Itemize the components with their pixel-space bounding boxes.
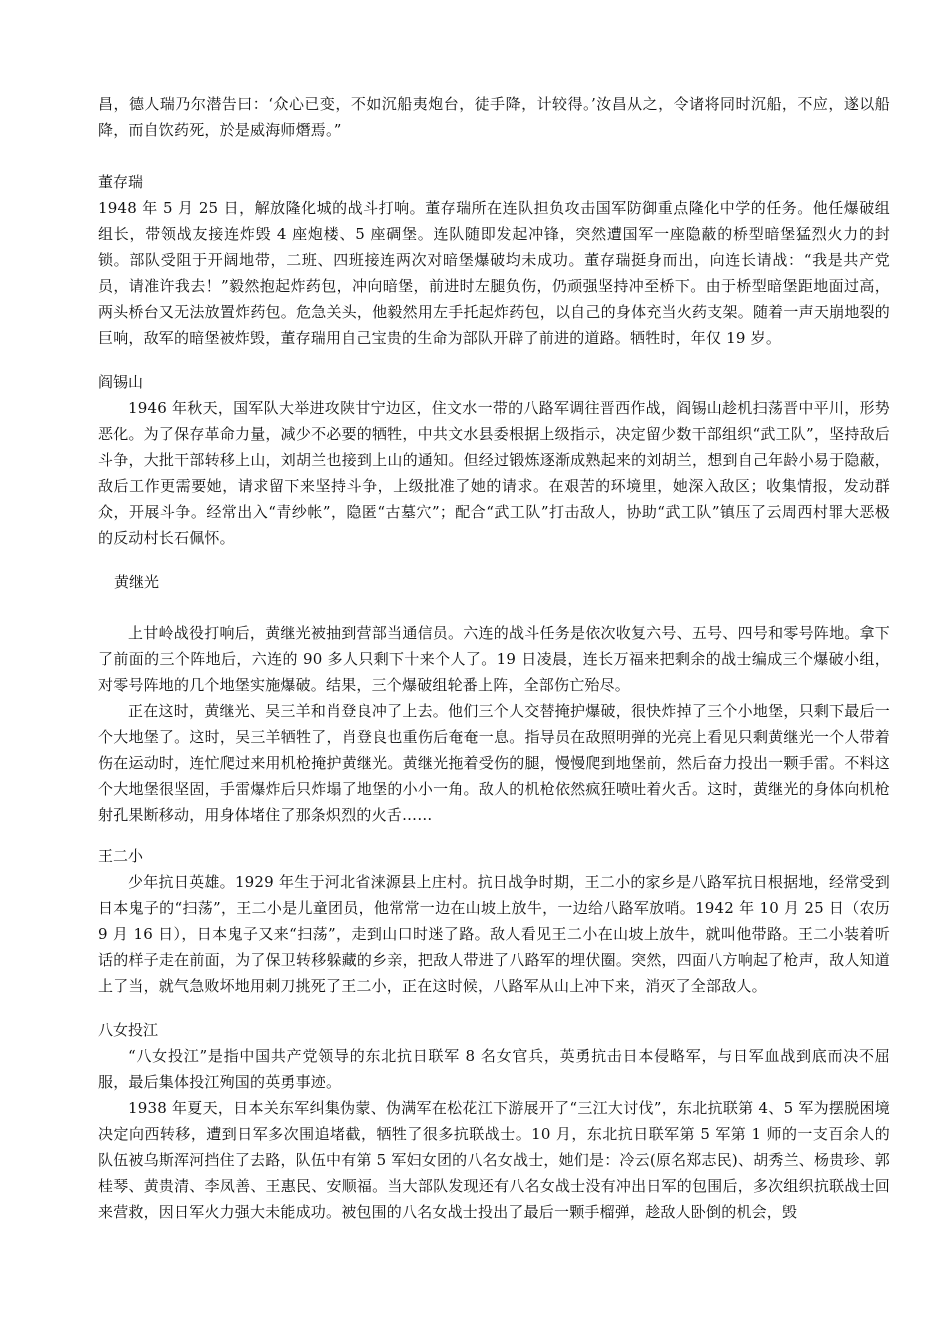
- section-ba-nu-toujiang: [98, 1043, 890, 1225]
- ba-nu-toujiang-paragraph-2: 1938 年夏天，日本关东军纠集伪蒙、伪满军在松花江下游展开了“三江大讨伐”，东北抗联第 4、5 军为摆脱困境决定向西转移，遭到日军多次围追堵截，牺牲了很多抗联战士。10 月，东北抗日联军第 5 军第 1 师的一支百余人的队伍被乌斯浑河挡住了去路，队伍中有第 5 军妇女团的八名女战士，她们是：冷云(原名郑志民)、胡秀兰、杨贵珍、郭桂琴、黄贵清、李凤善、王惠民、安顺福。当大部队发现还有八名女战士没有冲出日军的包围后，多次组织抗联战士回来营救，因日军火力强大未能成功。被包围的八名女战士投出了最后一颗手榴弹，趁敌人卧倒的机会，毁: [98, 1099, 890, 1221]
- heading-huang-jiguang: 黄继光: [114, 573, 160, 591]
- dong-cunrui-paragraph: 1948 年 5 月 25 日，解放隆化城的战斗打响。董存瑞所在连队担负攻击国军防御重点隆化中学的任务。他任爆破组组长，带领战友接连炸毁 4 座炮楼、5 座碉堡。连队随即发起冲锋，突然遭国军一座隐蔽的桥型暗堡猛烈火力的封锁。部队受阻于开阔地带，二班、四班接连两次对暗堡爆破均未成功。董存瑞挺身而出，向连长请战：“我是共产党员，请准许我去！”毅然抱起炸药包，冲向暗堡，前进时左腿负伤，仍顽强坚持冲至桥下。由于桥型暗堡距地面过高，两头桥台又无法放置炸药包。危急关头，他毅然用左手托起炸药包，以自己的身体充当火药支架。随着一声天崩地裂的巨响，敌军的暗堡被炸毁，董存瑞用自己宝贵的生命为部队开辟了前进的道路。牺牲时，年仅 19 岁。: [98, 199, 890, 347]
- intro-paragraph: [98, 91, 890, 143]
- yan-xishan-paragraph: 1946 年秋天，国军队大举进攻陕甘宁边区，住文水一带的八路军调往晋西作战，阎锡山趁机扫荡晋中平川，形势恶化。为了保存革命力量，减少不必要的牺牲，中共文水县委根据上级指示，决定留少数干部组织“武工队”，坚持敌后斗争，大批干部转移上山，刘胡兰也接到上山的通知。但经过锻炼逐渐成熟起来的刘胡兰，想到自己年龄小易于隐蔽，敌后工作更需要她，请求留下来坚持斗争，上级批准了她的请求。在艰苦的环境里，她深入敌区；收集情报，发动群众，开展斗争。经常出入“青纱帐”，隐匿“古墓穴”；配合“武工队”打击敌人，协助“武工队”镇压了云周西村罪大恶极的反动村长石佩怀。: [98, 399, 890, 547]
- heading-wang-erxiao: 王二小: [98, 847, 144, 865]
- huang-jiguang-paragraph-1: 上甘岭战役打响后，黄继光被抽到营部当通信员。六连的战斗任务是依次收复六号、五号、四号和零号阵地。拿下了前面的三个阵地后，六连的 90 多人只剩下十来个人了。19 日凌晨，连长万福来把剩余的战士编成三个爆破小组，对零号阵地的几个地堡实施爆破。结果，三个爆破组轮番上阵，全部伤亡殆尽。: [98, 624, 890, 694]
- section-yan-xishan: [98, 395, 890, 551]
- section-huang-jiguang: [98, 620, 890, 828]
- wang-erxiao-paragraph: 少年抗日英雄。1929 年生于河北省涞源县上庄村。抗日战争时期，王二小的家乡是八路军抗日根据地，经常受到日本鬼子的“扫荡”，王二小是儿童团员，他常常一边在山坡上放牛，一边给八路军放哨。1942 年 10 月 25 日（农历 9 月 16 日），日本鬼子又来“扫荡”，走到山口时迷了路。敌人看见王二小在山坡上放牛，就叫他带路。王二小装着听话的样子走在前面，为了保卫转移躲藏的乡亲，把敌人带进了八路军的埋伏圈。突然，四面八方响起了枪声，敌人知道上了当，就气急败坏地用刺刀挑死了王二小，正在这时候，八路军从山上冲下来，消灭了全部敌人。: [98, 873, 890, 995]
- huang-jiguang-paragraph-2: 正在这时，黄继光、吴三羊和肖登良冲了上去。他们三个人交替掩护爆破，很快炸掉了三个小地堡，只剩下最后一个大地堡了。这时，吴三羊牺牲了，肖登良也重伤后奄奄一息。指导员在敌照明弹的光亮上看见只剩黄继光一个人带着伤在运动时，连忙爬过来用机枪掩护黄继光。黄继光拖着受伤的腿，慢慢爬到地堡前，然后奋力投出一颗手雷。不料这个大地堡很坚固，手雷爆炸后只炸塌了地堡的小小一角。敌人的机枪依然疯狂喷吐着火舌。这时，黄继光的身体向机枪射孔果断移动，用身体堵住了那条炽烈的火舌……: [98, 702, 890, 824]
- heading-ba-nu-toujiang: 八女投江: [98, 1021, 159, 1039]
- heading-yan-xishan: 阎锡山: [98, 373, 144, 391]
- section-wang-erxiao: [98, 869, 890, 999]
- heading-dong-cunrui: 董存瑞: [98, 173, 144, 191]
- section-dong-cunrui: [98, 195, 890, 351]
- intro-text: 昌，德人瑞乃尔潜告曰：‘众心已变，不如沉船夷炮台，徒手降，计较得。’汝昌从之，令诸将同时沉船，不应，遂以船降，而自饮药死，於是威海师熸焉。”: [98, 95, 890, 139]
- ba-nu-toujiang-paragraph-1: “八女投江”是指中国共产党领导的东北抗日联军 8 名女官兵，英勇抗击日本侵略军，与日军血战到底而决不屈服，最后集体投江殉国的英勇事迹。: [98, 1047, 890, 1091]
